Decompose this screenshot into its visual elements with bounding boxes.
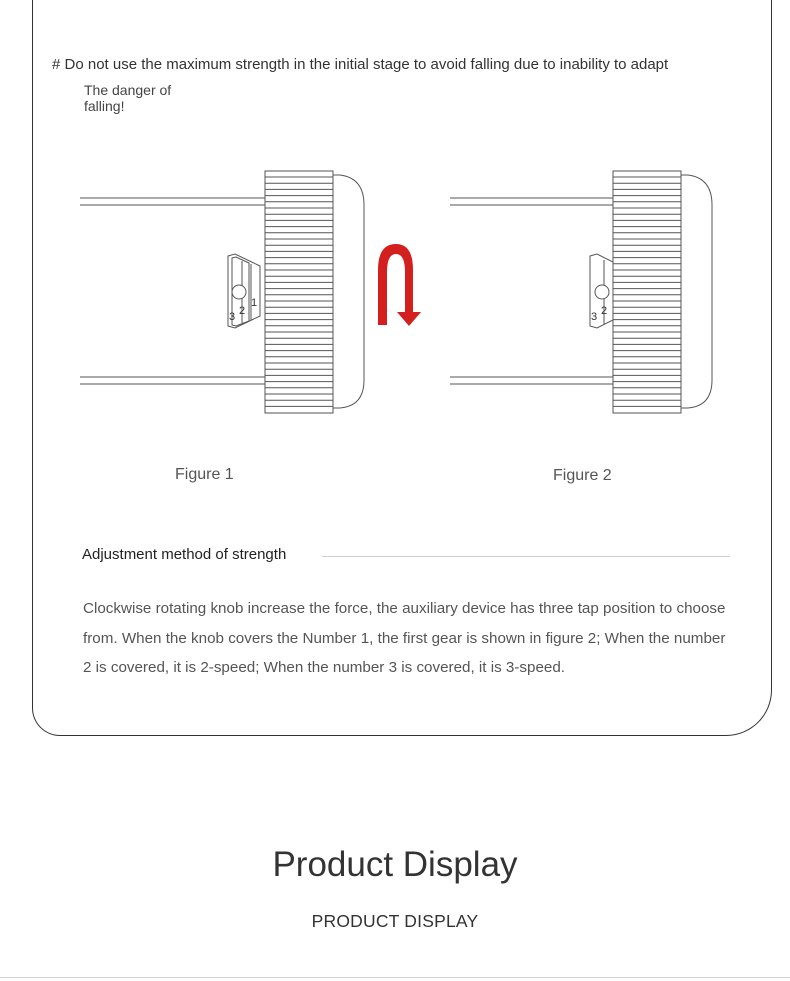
bottom-divider	[0, 977, 790, 978]
warning-text: # Do not use the maximum strength in the initial stage to avoid falling due to inability to adapt	[52, 56, 669, 73]
product-display-subtitle: PRODUCT DISPLAY	[311, 911, 479, 931]
figure-1-diagram	[80, 171, 364, 413]
figure-1-number-2: 2	[239, 305, 246, 317]
figure-2-number-2: 2	[601, 305, 608, 317]
figure-1-number-1: 1	[251, 297, 258, 309]
figure-1-label: Figure 1	[175, 466, 234, 483]
section-body: Clockwise rotating knob increase the force, the auxiliary device has three tap position to choose from. When the knob covers the Number 1, the first gear is shown in figure 2; When the number 2 is covered, it is 2-speed; When the number 3 is covered, it is 3-speed.	[83, 600, 726, 676]
section-title: Adjustment method of strength	[82, 546, 287, 563]
danger-note: The danger of falling!	[84, 82, 172, 114]
clockwise-arrow-icon	[378, 244, 421, 326]
figure-2-number-3: 3	[591, 311, 598, 323]
figure-1-number-3: 3	[229, 311, 236, 323]
figure-2-diagram	[450, 171, 712, 413]
section-divider	[322, 556, 730, 557]
product-display-title: Product Display	[272, 845, 518, 884]
figure-2-label: Figure 2	[553, 467, 612, 484]
